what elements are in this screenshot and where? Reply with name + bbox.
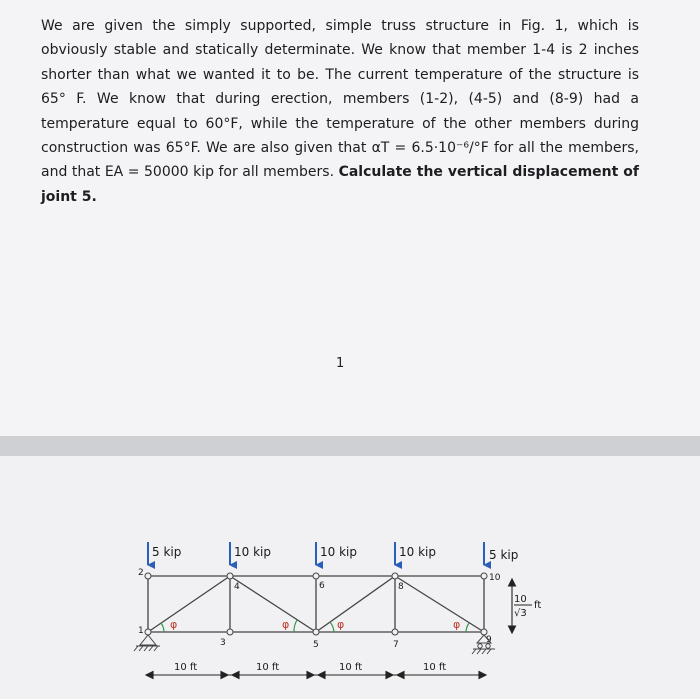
member-5-8 <box>316 576 395 632</box>
joint-2-marker <box>145 573 151 579</box>
joint-10-marker <box>481 573 487 579</box>
joint-label-8: 8 <box>398 582 404 592</box>
problem-line-5: temperature equal to 60°F, while the temperature of the other members during <box>41 115 639 132</box>
page-number: 1 <box>336 356 345 371</box>
problem-line-2: obviously stable and statically determinate. We know that member 1-4 is 2 inches <box>41 42 639 59</box>
height-dimension-arrow <box>509 579 516 633</box>
height-numerator: 10 <box>514 594 527 605</box>
problem-line-7: and that EA = 50000 kip for all members. <box>41 164 339 181</box>
load-label-1: 5 kip <box>152 545 182 559</box>
joint-label-5: 5 <box>313 640 319 650</box>
load-label-4: 10 kip <box>399 545 436 559</box>
span-label-3: 10 ft <box>339 662 363 673</box>
joint-label-6: 6 <box>319 581 325 591</box>
load-label-3: 10 kip <box>320 545 357 559</box>
height-unit: ft <box>534 600 542 611</box>
joint-label-7: 7 <box>393 640 399 650</box>
span-labels <box>174 662 446 673</box>
height-denominator: √3 <box>514 608 527 619</box>
joint-label-9: 9 <box>486 635 492 645</box>
load-label-2: 10 kip <box>234 545 271 559</box>
joint-label-3: 3 <box>220 638 226 648</box>
member-1-4 <box>148 576 230 632</box>
angle-arc-1 <box>161 623 164 632</box>
angle-arc-5-right <box>330 622 334 632</box>
problem-question: Calculate the vertical displacement of joint 5. <box>41 164 639 205</box>
document-page-bottom <box>0 456 700 699</box>
problem-line-1: We are given the simply supported, simple truss structure in Fig. 1, which is <box>41 18 639 34</box>
angle-label-5-left: φ <box>282 618 290 631</box>
member-4-5 <box>230 576 316 632</box>
joint-label-1: 1 <box>138 626 144 636</box>
joint-1-marker <box>145 629 151 635</box>
span-label-2: 10 ft <box>256 662 280 673</box>
load-labels <box>152 545 518 562</box>
span-label-1: 10 ft <box>174 662 198 673</box>
problem-statement <box>41 14 639 209</box>
page-gap <box>0 436 700 456</box>
joint-label-10: 10 <box>489 573 501 583</box>
angle-label-9: φ <box>453 618 461 631</box>
joint-8-marker <box>392 573 398 579</box>
problem-line-3: shorter than what we wanted it to be. The current temperature of the structure is <box>41 66 639 83</box>
joint-7-marker <box>392 629 398 635</box>
member-8-9 <box>395 576 484 632</box>
joint-3-marker <box>227 629 233 635</box>
truss-figure <box>0 456 700 699</box>
angle-arc-5-left <box>294 620 297 632</box>
joint-5-marker <box>313 629 319 635</box>
joint-6-marker <box>313 573 319 579</box>
truss-members <box>148 576 484 632</box>
joint-label-4: 4 <box>234 582 240 592</box>
pin-support-icon <box>134 635 160 651</box>
load-label-5: 5 kip <box>489 548 519 562</box>
angle-label-5-right: φ <box>337 618 345 631</box>
angle-label-1: φ <box>170 618 178 631</box>
joint-4-marker <box>227 573 233 579</box>
span-label-4: 10 ft <box>423 662 447 673</box>
joint-label-2: 2 <box>138 568 144 578</box>
angle-arc-9 <box>466 623 469 632</box>
problem-line-4: 65° F. We know that during erection, members (1-2), (4-5) and (8-9) had a <box>41 91 639 108</box>
problem-line-6: construction was 65°F. We are also given that αT = 6.5·10⁻⁶/°F for all the members, <box>41 140 639 157</box>
